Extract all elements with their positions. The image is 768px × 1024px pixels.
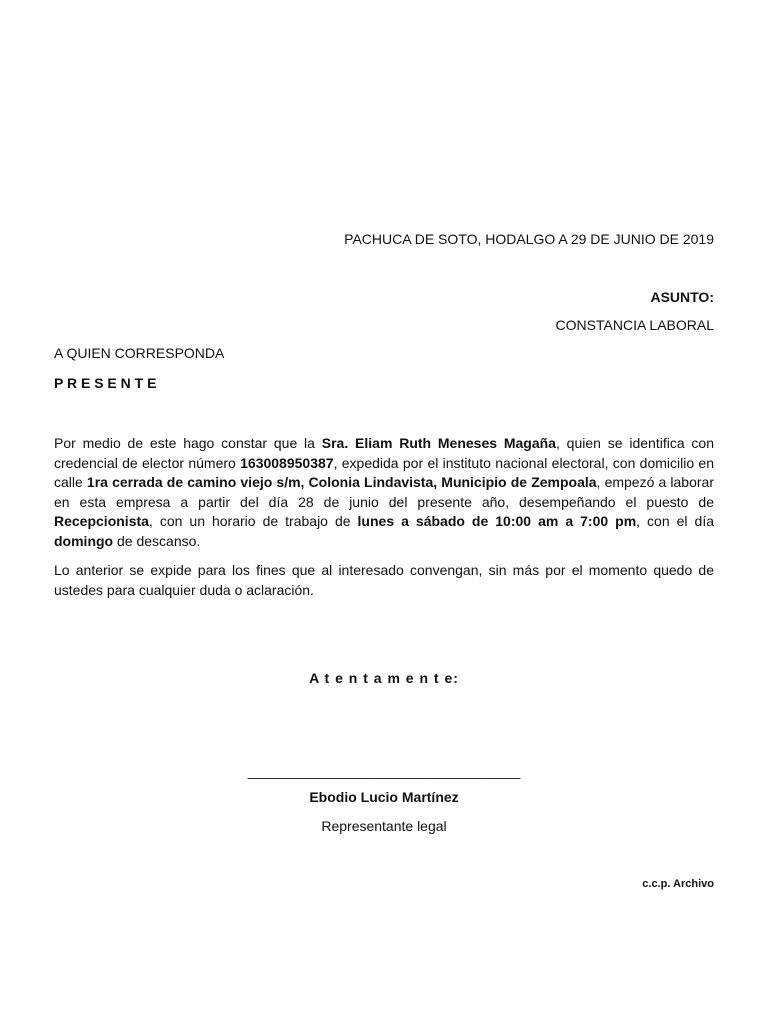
employee-address: 1ra cerrada de camino viejo s/m, Colonia Lindavista, Municipio de Zempoala: [86, 474, 597, 491]
body-paragraph-1: Por medio de este hago constar que la Sra. Eliam Ruth Meneses Magaña, quien se identifica con credencial de elector número 163008950387, expedida por el instituto nacional electoral, con domicilio en calle 1ra cerrada de camino viejo s/m, Colonia Lindavista, Municipio de Zempoala, empezó a laborar en esta empresa a partir del día 28 de junio del presente año, desempeñando el puesto de Recepcionista, con un horario de trabajo de lunes a sábado de 10:00 am a 7:00 pm, con el día domingo de descanso.: [54, 435, 715, 549]
presente-heading: P R E S E N T E: [54, 375, 157, 391]
asunto-value: CONSTANCIA LABORAL: [555, 317, 714, 333]
date-line: PACHUCA DE SOTO, HODALGO A 29 DE JUNIO DE 2019: [344, 231, 714, 247]
asunto-label: ASUNTO:: [650, 289, 714, 305]
body-paragraph-2: Lo anterior se expide para los fines que al interesado convengan, sin más por el momento quedo de ustedes para cualquier duda o aclaración.: [54, 562, 714, 598]
job-position: Recepcionista: [54, 513, 149, 530]
cc-archivo: c.c.p. Archivo: [642, 878, 714, 890]
recipient: A QUIEN CORRESPONDA: [54, 345, 225, 361]
credential-number: 163008950387: [240, 454, 334, 471]
signer-name: Ebodio Lucio Martínez: [309, 789, 459, 805]
signer-title: Representante legal: [321, 818, 447, 834]
work-schedule: lunes a sábado de 10:00 am a 7:00 pm: [357, 513, 637, 530]
signature-line: ___________________________________: [247, 763, 521, 779]
employee-name: Sra. Eliam Ruth Meneses Magaña: [321, 435, 556, 451]
closing-atentamente: A t e n t a m e n t e:: [309, 670, 459, 686]
rest-day: domingo: [54, 532, 114, 549]
